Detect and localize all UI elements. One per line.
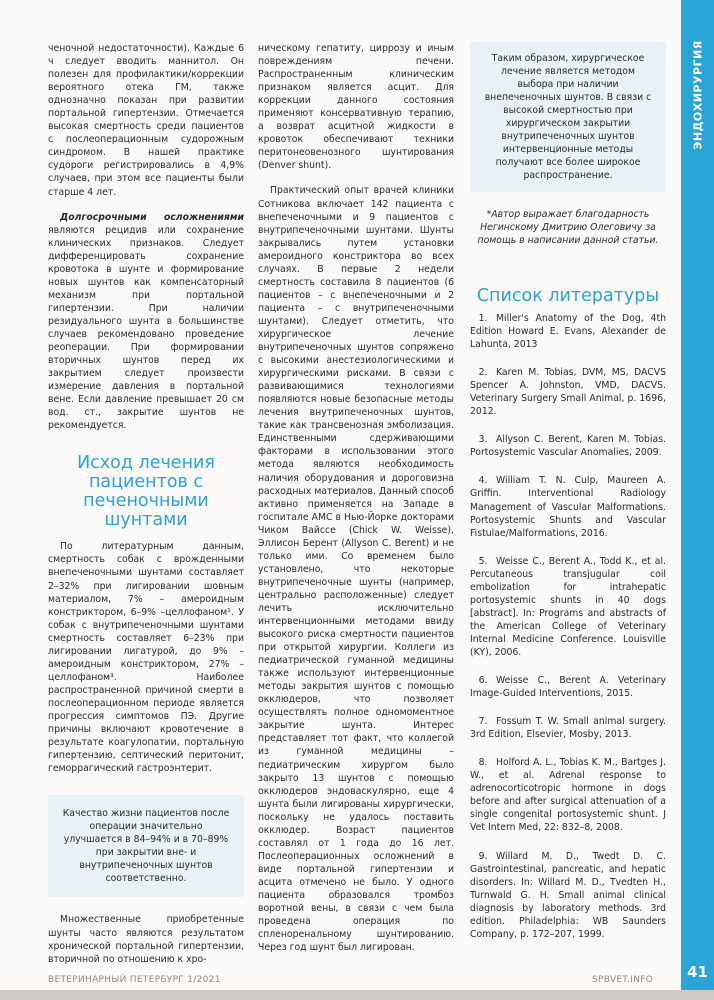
page-number: 41 <box>687 963 708 981</box>
reference-item <box>470 312 666 351</box>
reference-item <box>470 555 666 659</box>
section-sidebar <box>681 0 714 1000</box>
footer-journal: ВЕТЕРИНАРНЫЙ ПЕТЕРБУРГ 1/2021 <box>48 975 221 985</box>
callout-box-conclusion: Таким образом, хирургическое лечение является методом выбора при наличии внепеченочных шунтов. В связи с высокой смертностью при хирургическом закрытии внутрипеченочных шунтов интервенционные методы получают все более широкое распространение. <box>470 42 666 192</box>
col1-paragraph-2-lead: Долгосрочными осложнениями <box>60 211 244 223</box>
section-label <box>681 40 714 150</box>
references-heading: Список литературы <box>476 286 660 306</box>
column-1 <box>48 42 244 966</box>
section-label-text: ЭНДОХИРУРГИЯ <box>691 40 704 150</box>
reference-item <box>470 715 666 741</box>
col1-paragraph-2 <box>48 211 244 433</box>
references-list <box>470 312 666 956</box>
reference-item <box>470 366 666 418</box>
col1-paragraph-3: По литературным данным, смертность собак с врожденными внепеченочными шунтами составляет 2–32% при лигировании шовным материалом, 7% – амероидным констриктором, 6–9% –целлофаном¹. У собак с внутрипеченочными шунтами смертность составляет 6–23% при лигировании лигатурой, до 9% – амероидным констриктором, 27% – целлофаном³. Наиболее распространенной причиной смерти в послеоперационном периоде является прогрессия симптомов ПЭ. Другие причины включают кровотечение в результате коагулопатии, портальную гипертензию, септический перитонит, геморрагический гастроэнтерит. <box>48 541 244 775</box>
reference-text: Holford A. L., Tobias K. M., Bartges J. W., et al. Adrenal response to adrenocorticotropic hormone in dogs before and after surgical attenuation of a single congenital portosystemic shunt. J Vet Intern Med, 22: 832–8, 2008. <box>470 757 666 834</box>
reference-item <box>470 756 666 834</box>
reference-text: Karen M. Tobias, DVM, MS, DACVS Spencer A. Johnston, VMD, DACVS. Veterinary Surgery Small Animal, p. 1696, 2012. <box>470 367 666 418</box>
reference-number: 2. <box>478 367 488 379</box>
reference-item <box>470 850 666 941</box>
reference-text: Weisse C., Berent A. Veterinary Image-Guided Interventions, 2015. <box>470 675 666 700</box>
reference-number: 6. <box>478 675 488 687</box>
col1-paragraph-2-body: являются рецидив или сохранение клинических признаков. Следует дифференцировать сохранение кровотока в шунте и формирование новых шунтов как компенсаторный механизм при портальной гипертензии. При наличии резидуального шунта в большинстве случаев рекомендовано проведение реоперации. При формировании вторичных шунтов перед их закрытием следует произвести измерение давления в портальной вене. Если давление превышает 20 см вод. ст., закрытие шунтов не рекомендуется. <box>48 224 244 432</box>
reference-text: Weisse C., Berent A., Todd K., et al. Percutaneous transjugular coil embolization for intrahepatic portosystemic shunts in 40 dogs [abstract]. In: Programs and abstracts of the American College of Veterinary Internal Medicine Conference. Louisville (KY), 2006. <box>470 555 666 658</box>
reference-number: 9. <box>478 850 488 862</box>
reference-number: 8. <box>478 757 488 769</box>
reference-text: Allyson C. Berent, Karen M. Tobias. Portosystemic Vascular Anomalies, 2009. <box>470 434 666 459</box>
reference-number: 7. <box>478 716 488 728</box>
footer-site: SPBVET.INFO <box>592 975 654 985</box>
reference-item <box>470 674 666 700</box>
col1-paragraph-4: Множественные приобретенные шунты часто являются результатом хронической портальной гипертензии, вторичной по отношению к хро- <box>48 914 244 965</box>
reference-number: 1. <box>478 313 488 324</box>
bottom-strip <box>0 990 714 1000</box>
reference-text: Fossum T. W. Small animal surgery. 3rd Edition, Elsevier, Mosby, 2013. <box>470 716 666 741</box>
acknowledgement-note: *Автор выражает благодарность Негинскому Дмитрию Олеговичу за помощь в написании данной статьи. <box>477 209 659 247</box>
reference-text: Miller's Anatomy of the Dog, 4th Edition Howard E. Evans, Alexander de Lahunta, 2013 <box>470 313 666 351</box>
column-2 <box>258 42 454 954</box>
reference-item <box>470 433 666 459</box>
reference-number: 5. <box>478 555 488 567</box>
reference-number: 4. <box>478 475 488 487</box>
col1-paragraph-1: ченочной недостаточности). Каждые 6 ч следует вводить маннитол. Он полезен для профилактики/коррекции вероятного отека ГМ, также однозначно показан при развитии портальной гипертензии. Отмечается высокая смертность среди пациентов с послеоперационным судорожным синдромом. В нашей практике судороги регистрировались в 4,9% случаев, при этом все пациенты были старше 4 лет. <box>48 43 244 198</box>
callout-box-quality-of-life: Качество жизни пациентов после операции значительно улучшается в 84–94% и в 70–89% при закрытии вне- и внутрипеченочных шунтов соответственно. <box>48 795 244 897</box>
reference-number: 3. <box>478 434 488 446</box>
col2-paragraph-1: ническому гепатиту, циррозу и иным повреждениям печени. Распространенным клиническим признаком является асцит. Для коррекции данного состояния применяют консервативную терапию, а возврат асцитной жидкости в кровоток обеспечивают техники перитонеовенозного шунтирования (Denver shunt). <box>258 43 454 172</box>
section-heading-outcome: Исход лечения пациентов с печеночными шунтами <box>77 453 215 531</box>
col2-paragraph-2: Практический опыт врачей клиники Сотникова включает 142 пациента с внепеченочными и 9 пациентов с внутрипеченочными шунтами. Шунты закрывались путем установки амероидного констриктора во всех случаях. В первые 2 недели смертность составила 8 пациентов (6 пациентов – с внепеченочными и 2 пациента – с внутрипеченочными шунтами). Следует отметить, что хирургическое лечение внутрипеченочных шунтов сопряжено с высокими анестезиологическими и хирургическими рисками. В связи с развивающимися технологиями появляются новые безопасные методы лечения внутрипеченочных шунтов, такие как трансвенозная эмболизация. Единственными сдерживающими факторами в использовании этого метода являются необходимость наличия оборудования и дороговизна расходных материалов. Данный способ активно применяется на Западе в госпитале АМС в Нью-Йорке докторами Чиком Вайссе (Chick W. Weisse), Эллисон Берент (Allyson C. Berent) и не только ими. Со временем было установлено, что некоторые внутрипеченочные шунты (например, центрально расположенные) следует лечить исключительно интервенционными методами ввиду высокого риска смертности пациентов при открытой хирургии. Коллеги из педиатрической гуманной медицины также используют интервенционные методы закрытия шунтов с помощью окклюдеров, что позволяет осуществлять полное одномоментное закрытие шунта. Интерес представляет тот факт, что коллегой из гуманной медицины – педиатрическим хирургом было закрыто 13 шунтов с помощью окклюдеров эндоваскулярно, еще 4 шунта были лигированы хирургически, поскольку не удалось поставить окклюдер. Возраст пациентов составлял от 1 года до 16 лет. Послеоперационных осложнений в виде портальной гипертензии и асцита отмечено не было. У одного пациента образовался тромбоз воротной вены, в связи с чем была проведена операция по спленоренальному шунтированию. Через год шунт был лигирован. <box>258 185 454 954</box>
reference-text: William T. N. Culp, Maureen A. Griffin. Interventional Radiology Management of Vascular Malformations. Portosystemic Shunts and Vascular Fistulae/Malformations, 2016. <box>470 475 666 539</box>
reference-item <box>470 474 666 539</box>
reference-text: Willard M. D., Twedt D. C. Gastrointestinal, pancreatic, and hepatic disorders. In: Willard M. D., Tvedten H., Turnwald G. H. Small animal clinical diagnosis by laboratory methods. 3rd edition. Philadelphia: WB Saunders Company, p. 172–207, 1999. <box>470 850 666 940</box>
